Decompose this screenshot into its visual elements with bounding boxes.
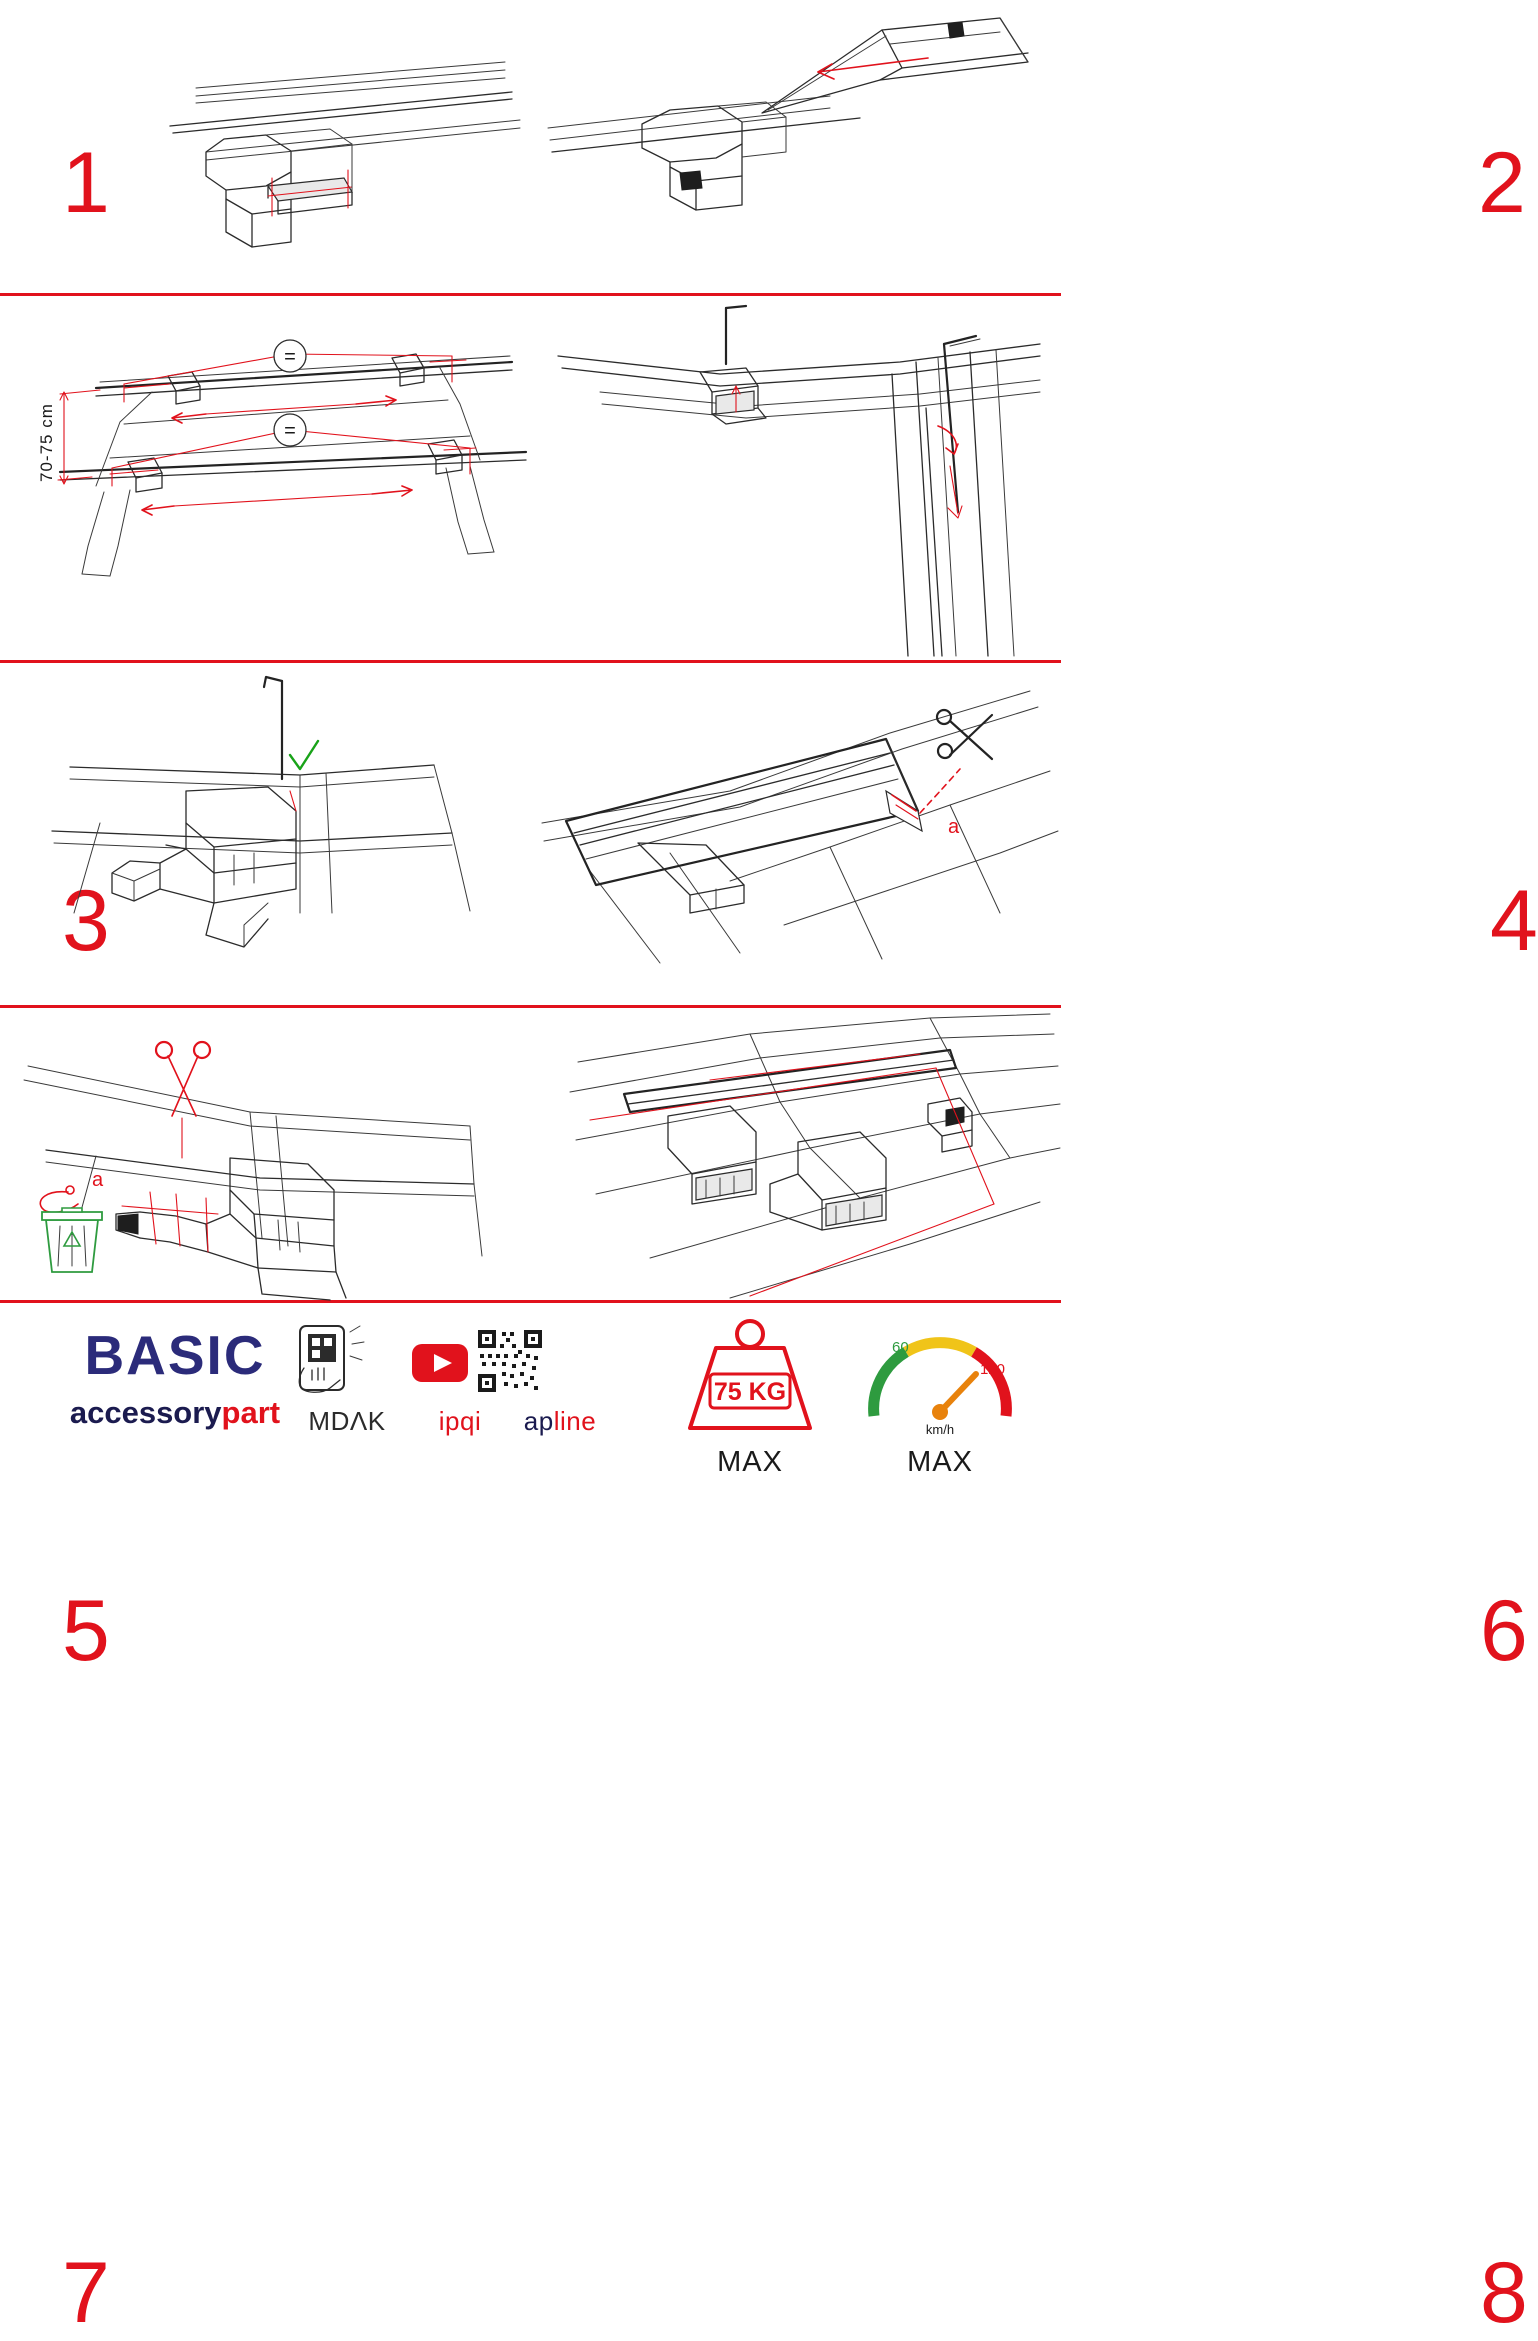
hand-phone-qr-icon — [282, 1322, 392, 1398]
logo-caption-mdak: MDΛK — [308, 1406, 386, 1436]
logo-caption-apline — [470, 1408, 650, 1434]
step-5-illustration — [0, 663, 530, 1005]
logo-apline — [470, 1322, 650, 1434]
speedometer-icon — [850, 1316, 1030, 1444]
max-speed-block — [850, 1316, 1030, 1479]
speed-tick-60: 60 — [892, 1339, 909, 1356]
step-number-4: 4 — [1490, 873, 1538, 969]
step-panel-4 — [540, 296, 1538, 969]
step-panel-3 — [0, 296, 540, 969]
max-load-caption: MAX — [717, 1446, 783, 1478]
logo-caption-ipqi: ipqi — [438, 1406, 482, 1436]
step-number-7: 7 — [62, 2245, 110, 2341]
speed-unit: km/h — [925, 1422, 955, 1437]
logo-caption-apline-part-2: line — [553, 1406, 597, 1436]
svg-text:=: = — [284, 346, 296, 368]
step-panel-1 — [0, 0, 530, 293]
step-number-1: 1 — [62, 135, 110, 231]
logo-caption-apline-part-1: ap — [523, 1406, 554, 1436]
label-a-step6: a — [948, 816, 960, 838]
step-2-illustration — [530, 0, 1061, 293]
qr-code-icon[interactable] — [470, 1322, 550, 1398]
weight-icon — [660, 1316, 840, 1444]
step-number-5: 5 — [62, 1583, 110, 1679]
svg-text:=: = — [284, 420, 296, 442]
recycle-bin-icon — [40, 1186, 102, 1272]
step-8-illustration — [530, 1008, 1061, 1300]
label-a-step7: a — [92, 1169, 104, 1191]
step-6-illustration — [530, 663, 1061, 1005]
scissors-icon-7 — [156, 1042, 210, 1158]
step-number-8: 8 — [1480, 2245, 1528, 2341]
step-7-illustration — [0, 1008, 530, 1300]
brand-subtitle-part-1: accessory — [69, 1395, 222, 1430]
youtube-play-icon[interactable] — [400, 1322, 480, 1398]
step-3-illustration — [0, 296, 540, 660]
footer — [0, 1300, 1061, 1500]
step-number-3: 3 — [62, 873, 110, 969]
logo-mdak — [282, 1322, 412, 1434]
step-number-6: 6 — [1480, 1583, 1528, 1679]
max-load-block — [660, 1316, 840, 1479]
brand-block — [60, 1324, 290, 1430]
max-speed-caption: MAX — [907, 1446, 973, 1478]
speed-tick-120: 120 — [980, 1361, 1006, 1378]
step-panel-2 — [530, 0, 1526, 293]
dimension-label: 70-75 cm — [37, 403, 56, 482]
scissors-icon — [937, 710, 992, 759]
step-4-illustration — [540, 296, 1061, 660]
brand-name: BASIC — [84, 1324, 266, 1386]
brand-subtitle — [60, 1397, 290, 1428]
step-number-2: 2 — [1478, 135, 1526, 231]
brand-subtitle-part-2: part — [221, 1395, 281, 1430]
max-load-value-text: 75 KG — [713, 1378, 787, 1406]
